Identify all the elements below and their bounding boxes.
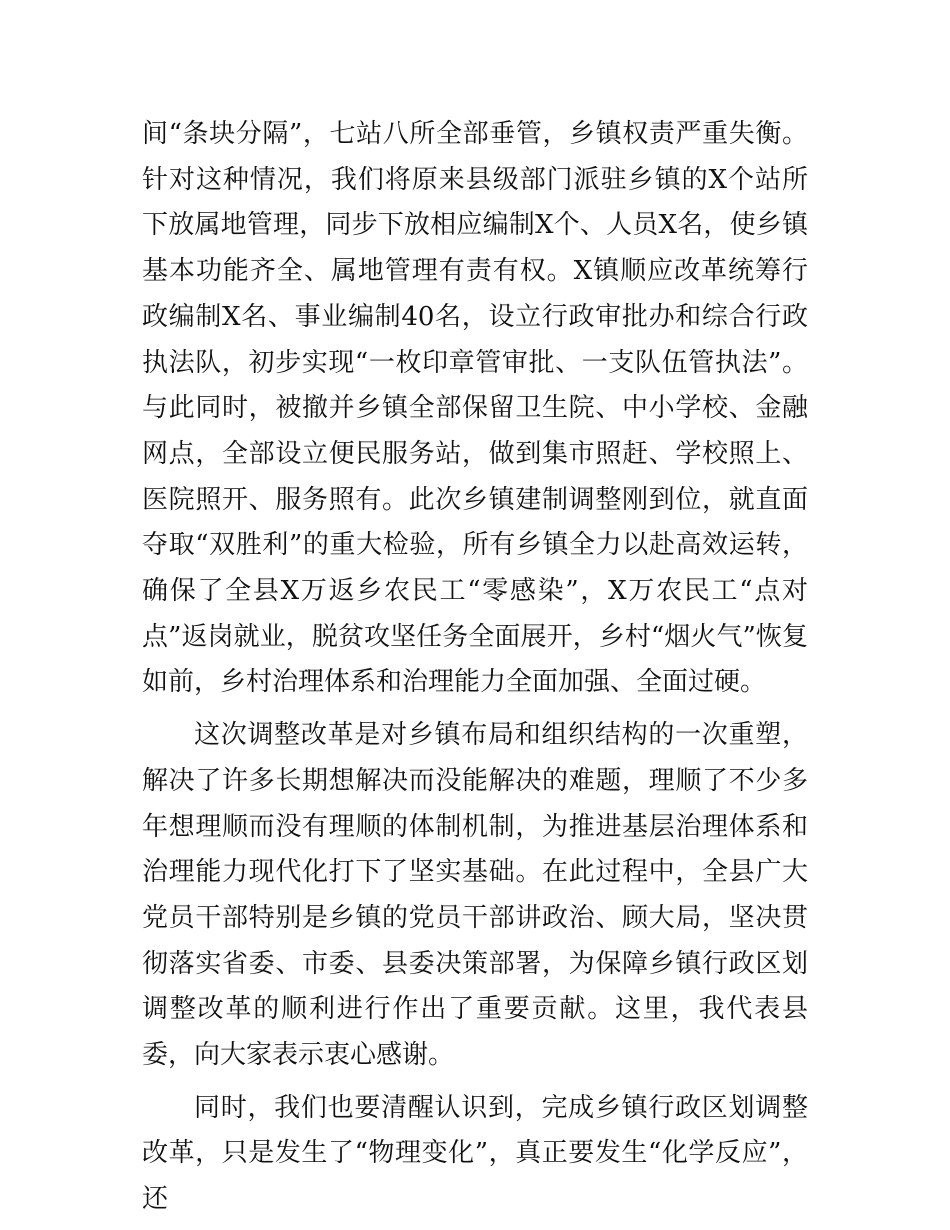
paragraph-1: 间“条块分隔”，七站八所全部垂管，乡镇权责严重失衡。针对这种情况，我们将原来县级部门派驻乡镇的X个站所下放属地管理，同步下放相应编制X个、人员X名，使乡镇基本功能齐全、属地管理有责有权。X镇顺应改革统筹行政编制X名、事业编制40名，设立行政审批办和综合行政执法队，初步实现“一枚印章管审批、一支队伍管执法”。与此同时，被撤并乡镇全部保留卫生院、中小学校、金融网点，全部设立便民服务站，做到集市照赶、学校照上、医院照开、服务照有。此次乡镇建制调整刚到位，就直面夺取“双胜利”的重大检验，所有乡镇全力以赴高效运转，确保了全县X万返乡农民工“零感染”，X万农民工“点对点”返岗就业，脱贫攻坚任务全面展开，乡村“烟火气”恢复如前，乡村治理体系和治理能力全面加强、全面过硬。 xyxy=(142,119,808,698)
paragraph-3: 同时，我们也要清醒认识到，完成乡镇行政区划调整改革，只是发生了“物理变化”，真正要发生“化学反应”，还 xyxy=(142,1092,808,1215)
document-body xyxy=(142,112,808,1223)
paragraph-2: 这次调整改革是对乡镇布局和组织结构的一次重塑，解决了许多长期想解决而没能解决的难题，理顺了不少多年想理顺而没有理顺的体制机制，为推进基层治理体系和治理能力现代化打下了坚实基础。在此过程中，全县广大党员干部特别是乡镇的党员干部讲政治、顾大局，坚决贯彻落实省委、市委、县委决策部署，为保障乡镇行政区划调整改革的顺利进行作出了重要贡献。这里，我代表县委，向大家表示衷心感谢。 xyxy=(142,720,808,1071)
